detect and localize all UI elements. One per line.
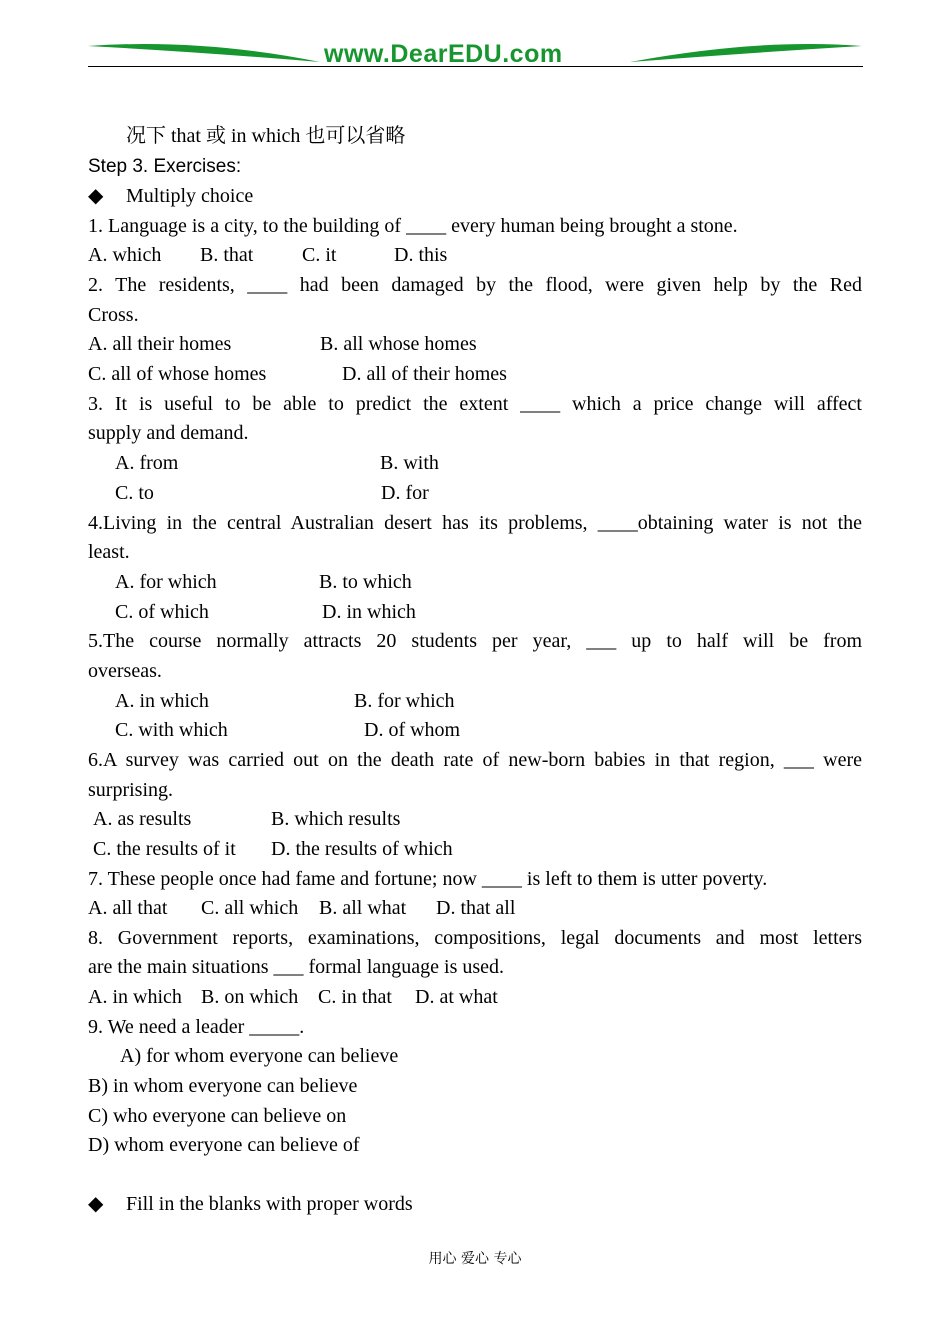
q8-option-b: B. on which: [201, 986, 299, 1008]
q4-option-c: C. of which: [115, 601, 209, 623]
q4-option-a: A. for which: [115, 571, 217, 593]
question-4-cont: least.: [88, 541, 130, 563]
q1-option-c: C. it: [302, 244, 337, 266]
q5-option-b: B. for which: [354, 690, 455, 712]
page-footer: 用心 爱心 专心: [428, 1251, 522, 1267]
question-7: 7. These people once had fame and fortune; now ____ is left to them is utter poverty.: [88, 868, 768, 890]
q6-option-a: A. as results: [93, 808, 192, 830]
question-8-cont: are the main situations ___ formal language is used.: [88, 956, 505, 978]
question-5: 5.The course normally attracts 20 students per year, ___ up to half will be from: [88, 630, 862, 652]
q9-option-d: D) whom everyone can believe of: [88, 1134, 360, 1156]
question-2-cont: Cross.: [88, 304, 139, 326]
question-9: 9. We need a leader _____.: [88, 1016, 305, 1038]
q4-option-d: D. in which: [322, 601, 416, 623]
q4-option-b: B. to which: [319, 571, 412, 593]
q6-option-c: C. the results of it: [93, 838, 236, 860]
header-divider: [88, 66, 863, 67]
step3-heading: Step 3. Exercises:: [88, 156, 242, 177]
q8-option-c: C. in that: [318, 986, 392, 1008]
question-1: 1. Language is a city, to the building of ____ every human being brought a stone.: [88, 215, 738, 237]
question-8: 8. Government reports, examinations, compositions, legal documents and most letters: [88, 927, 862, 949]
q3-option-a: A. from: [115, 452, 179, 474]
q2-option-b: B. all whose homes: [320, 333, 477, 355]
question-5-cont: overseas.: [88, 660, 162, 682]
question-4: 4.Living in the central Australian desert has its problems, ____obtaining water is not the: [88, 512, 862, 534]
q5-option-a: A. in which: [115, 690, 209, 712]
question-6: 6.A survey was carried out on the death rate of new-born babies in that region, ___ were: [88, 749, 862, 771]
q7-option-d: D. that all: [436, 897, 516, 919]
intro-line: 况下 that 或 in which 也可以省略: [126, 125, 406, 147]
q8-option-d: D. at what: [415, 986, 498, 1008]
q1-option-d: D. this: [394, 244, 448, 266]
question-3-cont: supply and demand.: [88, 422, 249, 444]
q8-option-a: A. in which: [88, 986, 182, 1008]
question-3: 3. It is useful to be able to predict the extent ____ which a price change will affect: [88, 393, 862, 415]
q2-option-c: C. all of whose homes: [88, 363, 267, 385]
q1-option-b: B. that: [200, 244, 254, 266]
q9-option-c: C) who everyone can believe on: [88, 1105, 347, 1127]
q2-option-a: A. all their homes: [88, 333, 232, 355]
q7-option-c: C. all which: [201, 897, 299, 919]
q3-option-b: B. with: [380, 452, 439, 474]
q2-option-d: D. all of their homes: [342, 363, 507, 385]
q3-option-c: C. to: [115, 482, 154, 504]
q5-option-c: C. with which: [115, 719, 228, 741]
q5-option-d: D. of whom: [364, 719, 461, 741]
question-2: 2. The residents, ____ had been damaged by the flood, were given help by the Red: [88, 274, 862, 296]
bullet-icon-2: ◆: [88, 1193, 104, 1215]
q6-option-b: B. which results: [271, 808, 401, 830]
section-multiple-choice: Multiply choice: [126, 185, 254, 207]
q7-option-b: B. all what: [319, 897, 407, 919]
q1-option-a: A. which: [88, 244, 162, 266]
q6-option-d: D. the results of which: [271, 838, 453, 860]
q9-option-b: B) in whom everyone can believe: [88, 1075, 358, 1097]
bullet-icon: ◆: [88, 185, 104, 207]
q3-option-d: D. for: [381, 482, 429, 504]
question-6-cont: surprising.: [88, 779, 173, 801]
q9-option-a: A) for whom everyone can believe: [120, 1045, 399, 1067]
q7-option-a: A. all that: [88, 897, 168, 919]
section-fill-blanks: Fill in the blanks with proper words: [126, 1193, 413, 1215]
site-logo: www.DearEDU.com: [324, 40, 563, 68]
